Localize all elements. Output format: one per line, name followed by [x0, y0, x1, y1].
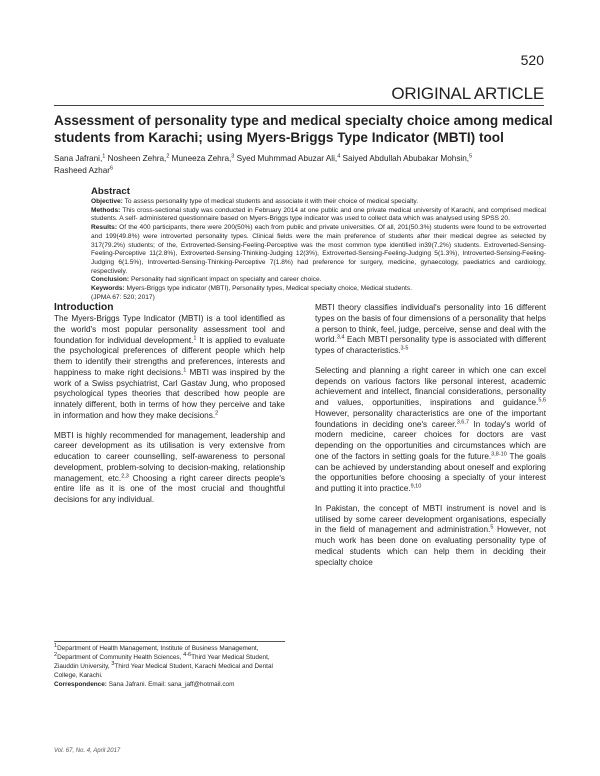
footnote-text: Department of Community Health Sciences, — [57, 653, 184, 661]
text-run: However, personality characteristics are one of the important foundations in deciding one's career. — [315, 408, 546, 429]
reference-mark: 3,4 — [336, 334, 345, 341]
author-name: Nosheen Zehra, — [105, 154, 167, 163]
right-paragraph-2 — [315, 366, 546, 495]
conclusion-text: Personality had significant impact on specialty and career choice. — [129, 276, 322, 284]
abstract-conclusion — [91, 276, 546, 285]
reference-mark: 1 — [54, 642, 58, 649]
affiliation-ref: 3 — [231, 153, 235, 160]
correspondence-label: Correspondence: — [54, 680, 107, 688]
reference-mark: 9,10 — [410, 483, 422, 490]
footnote — [54, 651, 285, 681]
reference-mark: 5,6 — [538, 397, 546, 404]
reference-mark: 2 — [54, 651, 58, 658]
reference-mark: 2,3 — [121, 472, 129, 479]
text-run: In Pakistan, the concept of MBTI instrument is novel and is utilised by some career development organisations, especially in the field of management and administration. — [315, 503, 546, 535]
reference-mark: 5 — [490, 524, 494, 531]
objective-label: Objective: — [91, 198, 123, 205]
footnote — [54, 642, 285, 654]
article-title: Assessment of personality type and medical specialty choice among medical students from Karachi; using Myers-Briggs Type Indicator (MBTI) tool — [54, 113, 553, 145]
affiliation-ref: 4 — [337, 153, 341, 160]
right-paragraph-3 — [315, 504, 546, 569]
abstract — [91, 186, 546, 302]
text-run: Selecting and planning a right career in which one can excel depends on various factors like personal interest, academic achievement and intellect, financial considerations, personality and values, opportunities, inspirations and guidance. — [315, 365, 546, 407]
journal-footer: Vol. 67, No. 4, April 2017 — [54, 748, 121, 754]
footnote-text: Third Year Medical Student, Ziauddin University, — [54, 653, 270, 670]
left-column — [54, 301, 285, 515]
affiliation-ref: 6 — [110, 165, 114, 172]
conclusion-label: Conclusion: — [91, 276, 130, 284]
affiliation-ref: 1 — [102, 153, 106, 160]
citation: (JPMA 67: 520; 2017) — [91, 293, 155, 301]
reference-mark: 3,6,7 — [456, 418, 469, 425]
author-name: Saiyed Abdullah Abubakar Mohsin, — [340, 154, 470, 163]
abstract-results — [91, 224, 546, 276]
results-text: Of the 400 participants, there were 200(50%) each from public and private universities. Of all, 201(50.3%) students were found to be extroverted and 199(49.8%) were introverted personality types. Clinical fields were the main preference of students after their medical degree as selected by 317(79.2%) students; of the, Extroverted-Sensing-Feeling-Perceptive was the most common type identified in39(7.2%) students. Extroverted-Sensing-Feeling-Perceptive 11(2.8%), Extroverted-Sensing-Thinking-Judging 12(3%), Extroverted-Sensing-Feeling-Judging 5(1.3%), Introverted-Sensing-Feeling-Judging 6(1.5%), Introverted-Sensing-Thinking-Perceptive 7(1.8%) had preference for surgery, medicine, gynaecology, paediatrics and cardiology, respectively. — [91, 224, 546, 275]
text-run: MBTI theory classifies individual's personality into 16 different types on the basis of four dimensions of a personality that helps a person to think, feel, judge, perceive, sense and deal with the world. — [315, 303, 546, 345]
keywords-text: Myers-Briggs type indicator (MBTI), Personality types, Medical specialty choice, Medical students. — [124, 285, 413, 293]
text-run: MBTI is highly recommended for management, leadership and career development as its utilisation is very extensive from education to career counselling, self-awareness to personal development, problem-solving to decision-making, relationship management, etc. — [54, 430, 285, 483]
right-paragraph-1 — [315, 303, 546, 357]
text-run: Choosing a right career directs people's entire life as it is one of the most crucial and thoughtful decisions for any individual. — [54, 473, 285, 504]
text-run: The Myers-Briggs Type Indicator (MBTI) is a tool identified as the world's most popular personality assessment tool and foundation for individual development. — [54, 314, 285, 345]
reference-mark: 3,8-10 — [491, 451, 507, 458]
footnote-text: Third Year Medical Student, Karachi Medical and Dental College, Karachi. — [54, 662, 273, 679]
reference-mark: 2 — [215, 410, 219, 417]
header-divider — [54, 105, 544, 106]
author-name: Muneeza Zehra, — [169, 154, 232, 163]
text-run: In today's world of modern medicine, career choices for doctors are vast depending on the opportunities and circumstances which are one of the factors in setting goals for the future. — [315, 419, 546, 461]
introduction-heading: Introduction — [54, 302, 114, 313]
reference-mark: 4-6 — [183, 651, 192, 658]
footnote-text: Department of Health Management, Institute of Business Management, — [57, 645, 259, 652]
author-name: Rasheed Azhar — [54, 166, 110, 175]
abstract-objective — [91, 198, 546, 207]
intro-paragraph-1 — [54, 314, 285, 422]
reference-mark: 1 — [193, 334, 197, 341]
text-run: However, not much work has been done on evaluating personality type of medical students which can help them in deciding their specialty choice — [315, 525, 546, 567]
text-run: The goals can be achieved by understanding about oneself and exploring the opportunities before choosing a specialty of your interest and putting it into practice. — [315, 451, 546, 493]
author-name: Sana Jafrani, — [54, 154, 103, 163]
affiliation-ref: 5 — [469, 153, 473, 160]
abstract-heading: Abstract — [91, 186, 130, 197]
correspondence — [54, 681, 285, 690]
page-number: 520 — [520, 52, 544, 68]
keywords-label: Keywords: — [91, 285, 125, 293]
reference-mark: 3-5 — [400, 345, 409, 352]
correspondence-text: Sana Jafrani. Email: sana_jaff@hotmail.com — [106, 680, 235, 688]
reference-mark: 3 — [111, 660, 115, 667]
text-run: Each MBTI personality type is associated with different types of characteristics. — [315, 335, 546, 355]
intro-paragraph-2 — [54, 431, 285, 506]
right-column — [315, 303, 546, 577]
results-label: Results: — [91, 224, 118, 232]
reference-mark: 1 — [183, 367, 187, 374]
author-name: Syed Muhmmad Abuzar Ali, — [234, 154, 338, 163]
footnotes — [54, 642, 285, 690]
author-list — [54, 153, 544, 177]
affiliation-ref: 2 — [166, 153, 170, 160]
article-type-label: ORIGINAL ARTICLE — [391, 84, 544, 103]
abstract-keywords — [91, 285, 546, 294]
footnote-divider — [54, 641, 285, 642]
objective-text: To assess personality type of medical students and associate it with their choice of medical specialty. — [122, 198, 419, 205]
methods-label: Methods: — [91, 206, 121, 214]
text-run: MBTI was inspired by the work of a Swiss psychiatrist, Carl Gastav Jung, who proposed psychological types theories that described how people are innately different, both in terms of how they perceive and take in information and how they make decisions. — [54, 367, 285, 420]
text-run: It is applied to evaluate the psychological preferences of different people which help them to identify their strengths and preferences, interests and happiness to make right decisions. — [54, 335, 285, 377]
methods-text: This cross-sectional study was conducted in February 2014 at one public and one private medical university of Karachi, and comprised medical students. A self- administered questionnaire based on Myers-Briggs type indicator was used to collect data which was analysed using SPSS 20. — [91, 206, 546, 223]
abstract-methods — [91, 207, 546, 224]
